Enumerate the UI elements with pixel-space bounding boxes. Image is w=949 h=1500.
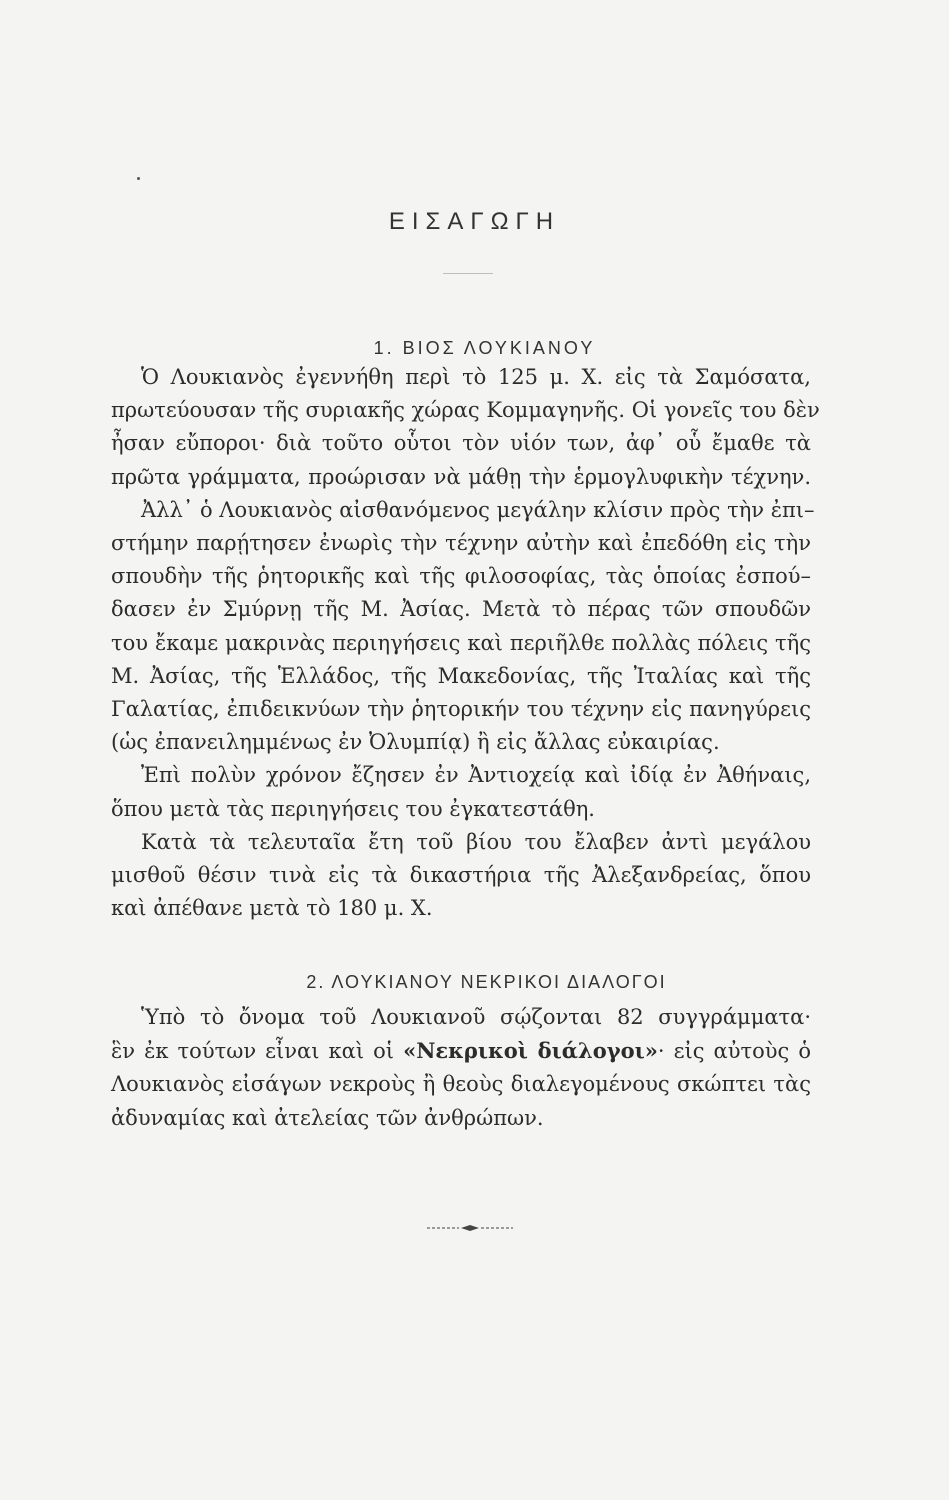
title-rule-divider [443,273,493,274]
text-line: ἦσαν εὔποροι· διὰ τοῦτο οὗτοι τὸν υἱόν των, ἀφ᾿ οὗ ἔμαθε τὰ [111,431,811,456]
text-line [111,1034,811,1068]
text-line: Κατὰ τὰ τελευταῖα ἔτη τοῦ βίου του ἔλαβεν ἀντὶ μεγάλου [141,829,811,854]
text-line: Ἀλλ᾿ ὁ Λουκιανὸς αἰσθανόμενος μεγάλην κλίσιν πρὸς τὴν ἐπι– [141,497,815,522]
page-title: ΕΙΣΑΓΩΓΗ [388,208,561,235]
text-line: (ὡς ἐπανειλημμένως ἐν Ὀλυμπίᾳ) ἢ εἰς ἄλλας εὐκαιρίας. [111,730,720,755]
text-line: Γαλατίας, ἐπιδεικνύων τὴν ῥητορικήν του τέχνην εἰς πανηγύρεις [111,697,811,722]
text-line: πρωτεύουσαν τῆς συριακῆς χώρας Κομμαγηνῆς. Οἱ γονεῖς του δὲν [111,398,820,423]
text-line: δασεν ἐν Σμύρνῃ τῆς Μ. Ἀσίας. Μετὰ τὸ πέρας τῶν σπουδῶν [111,597,811,622]
text-line: καὶ ἀπέθανε μετὰ τὸ 180 μ. Χ. [111,896,433,921]
text-line: Μ. Ἀσίας, τῆς Ἑλλάδος, τῆς Μακεδονίας, τῆς Ἰταλίας καὶ τῆς [111,663,811,688]
text-fragment: · εἰς αὐτοὺς ὁ [657,1039,811,1064]
text-line: σπουδὴν τῆς ῥητορικῆς καὶ τῆς φιλοσοφίας, τὰς ὁποίας ἐσπού– [111,564,811,589]
text-line: ὅπου μετὰ τὰς περιηγήσεις του ἐγκατεστάθη. [111,796,595,821]
page-speck [137,177,140,180]
section-heading-dialogues: 2. ΛΟΥΚΙΑΝΟΥ ΝΕΚΡΙΚΟΙ ΔΙΑΛΟΓΟΙ [306,972,667,992]
text-line: Ὑπὸ τὸ ὄνομα τοῦ Λουκιανοῦ σῴζονται 82 συγγράμματα· [141,1005,811,1029]
text-line: Ὁ Λουκιανὸς ἐγεννήθη περὶ τὸ 125 μ. Χ. εἰς τὰ Σαμόσατα, [141,365,811,389]
text-line: Λουκιανὸς εἰσάγων νεκροὺς ἢ θεοὺς διαλεγομένους σκώπτει τὰς [111,1072,811,1097]
work-title-bold: «Νεκρικοὶ διάλογοι» [403,1038,658,1064]
text-line: στήμην παρῄτησεν ἐνωρὶς τὴν τέχνην αὐτὴν καὶ ἐπεδόθη εἰς τὴν [111,531,811,556]
ornament-divider-icon [425,1223,515,1233]
biography-text [111,361,820,925]
section-heading-biography: 1. ΒΙΟΣ ΛΟΥΚΙΑΝΟΥ [373,338,596,358]
dialogues-text [111,1001,811,1135]
text-line: ἀδυναμίας καὶ ἀτελείας τῶν ἀνθρώπων. [111,1105,544,1130]
text-fragment: ἓν ἐκ τούτων εἶναι καὶ οἱ [111,1039,404,1064]
text-line: πρῶτα γράμματα, προώρισαν νὰ μάθῃ τὴν ἑρμογλυφικὴν τέχνην. [111,464,811,489]
text-line: μισθοῦ θέσιν τινὰ εἰς τὰ δικαστήρια τῆς Ἀλεξανδρείας, ὅπου [111,863,811,888]
text-line: Ἐπὶ πολὺν χρόνον ἔζησεν ἐν Ἀντιοχείᾳ καὶ ἰδίᾳ ἐν Ἀθήναις, [141,763,811,788]
text-line: του ἔκαμε μακρινὰς περιηγήσεις καὶ περιῆλθε πολλὰς πόλεις τῆς [111,630,811,655]
